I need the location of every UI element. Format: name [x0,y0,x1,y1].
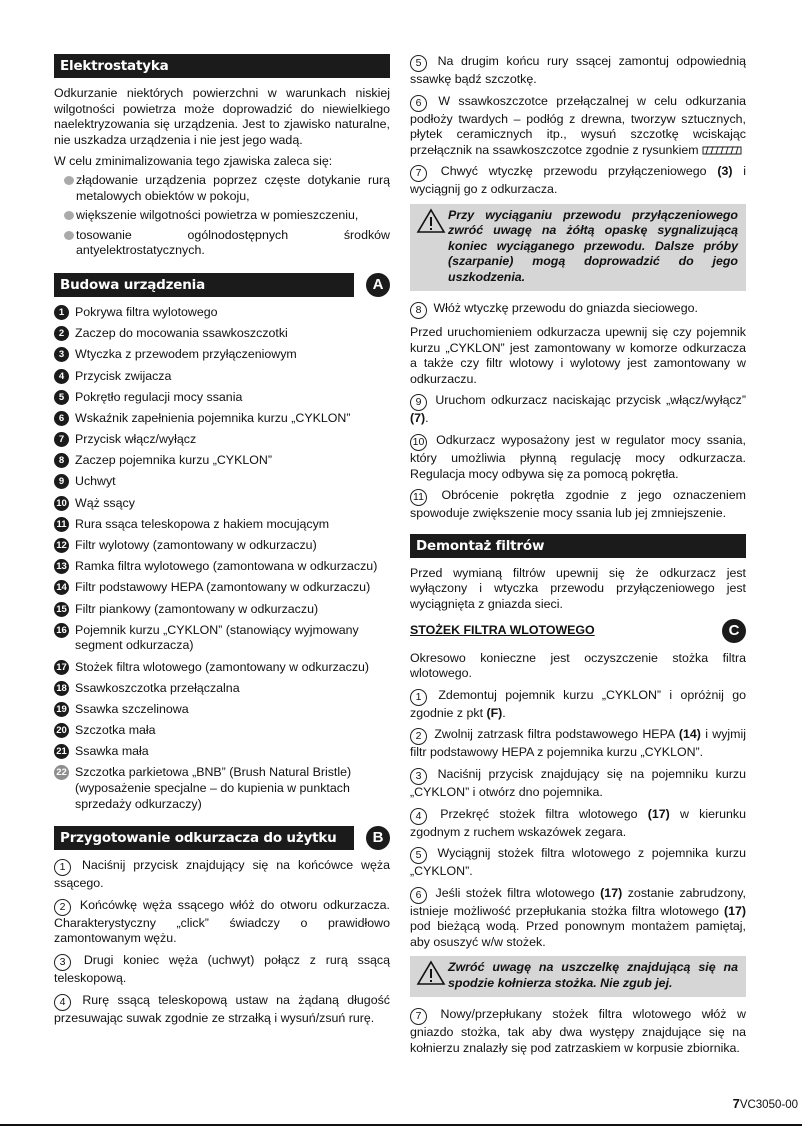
paragraph: Okresowo konieczne jest oczyszczenie stożka filtra wlotowego. [410,650,746,681]
part-number-badge: 3 [54,347,69,362]
part-list-item [54,702,390,718]
step-number: 5 [410,847,427,864]
part-number-badge: 12 [54,538,69,553]
part-number-badge: 17 [54,660,69,675]
part-list-item [54,744,390,760]
step-item: 4 Przekręć stożek filtra wlotowego (17) w kierunku zgodnym z ruchem wskazówek zegara. [410,806,746,839]
subsection-header [410,619,746,643]
step-item: 1 Naciśnij przycisk znajdujący się na końcówce węża ssącego. [54,858,390,891]
part-list-item [54,765,390,812]
part-list-item [54,602,390,618]
step-number: 7 [410,165,427,182]
part-number-badge: 14 [54,580,69,595]
step-number: 4 [410,808,427,825]
right-column [410,54,746,1062]
part-label: Wskaźnik zapełnienia pojemnika kurzu „CYKLON” [75,410,351,425]
part-list-item [54,660,390,676]
part-number-badge: 4 [54,369,69,384]
part-list-item [54,390,390,406]
part-number-badge: 2 [54,326,69,341]
warning-text: Przy wyciąganiu przewodu przyłączeniowego zwróć uwagę na żółtą opaskę sygnalizującą koniec wyciąganego przewodu. Dalsze próby (szarpanie) mogą doprowadzić do jego uszkodzenia. [448,207,738,284]
part-list-item [54,411,390,427]
step-item: 4 Rurę ssącą teleskopową ustaw na żądaną długość przesuwając suwak zgodnie ze strzałką i wysuń/zsuń rurę. [54,992,390,1025]
part-number-badge: 9 [54,474,69,489]
part-label: Ramka filtra wylotowego (zamontowana w odkurzaczu) [75,559,378,574]
section-header-przygotowanie [54,826,390,850]
bottom-rule [0,1124,802,1126]
part-label: Rura ssąca teleskopowa z hakiem mocującym [75,516,330,531]
part-label: Pokrywa filtra wylotowego [75,304,218,319]
step-number: 4 [54,994,71,1011]
part-number-badge: 20 [54,723,69,738]
step-number: 2 [54,899,71,916]
part-label: Ssawka mała [75,744,149,759]
bullet-icon [64,211,74,220]
step-number: 3 [410,768,427,785]
part-number-badge: 10 [54,496,69,511]
paragraph: Przed uruchomieniem odkurzacza upewnij się czy pojemnik kurzu „CYKLON” jest zamontowany w komorze odkurzacza a także czy filtr wlotowy i wylotowy jest zamontowany w odkurzaczu. [410,325,746,386]
bullet-icon [64,176,74,185]
part-label: Filtr wylotowy (zamontowany w odkurzaczu) [75,538,317,552]
part-list-item [54,347,390,363]
part-label: Zaczep do mocowania ssawkoszczotki [75,326,288,341]
step-number: 6 [410,887,427,904]
step-item: 1 Zdemontuj pojemnik kurzu „CYKLON” i opróżnij go zgodnie z pkt (F). [410,687,746,720]
step-number: 2 [410,728,427,745]
section-title: Demontaż filtrów [410,534,746,558]
part-list-item [54,474,390,490]
step-number: 6 [410,95,427,112]
section-title: Budowa urządzenia [54,273,354,297]
part-list-item [54,681,390,697]
part-list-item [54,723,390,739]
part-number-badge: 1 [54,305,69,320]
part-number-badge: 8 [54,453,69,468]
warning-box [410,956,746,997]
part-list-item [54,580,390,596]
part-number-badge: 21 [54,744,69,759]
subsection-title: STOŻEK FILTRA WLOTOWEGO [410,622,595,637]
part-number-badge: 13 [54,559,69,574]
section-title: Elektrostatyka [54,54,390,78]
step-item: 9 Uruchom odkurzacz naciskając przycisk „włącz/wyłącz” (7). [410,393,746,426]
step-number: 5 [410,55,427,72]
section-header-demontaz [410,534,746,558]
step-number: 8 [410,302,427,319]
step-number: 11 [410,489,427,506]
pedal-switch-icon [702,146,742,155]
step-item: 8 Włóż wtyczkę przewodu do gniazda sieciowego. [410,301,746,319]
step-item: 5 Na drugim końcu rury ssącej zamontuj odpowiednią ssawkę bądź szczotkę. [410,54,746,86]
step-item: 3 Drugi koniec węża (uchwyt) połącz z rurą ssącą teleskopową. [54,953,390,986]
part-list-item [54,538,390,554]
part-number-badge: 18 [54,681,69,696]
figure-letter-badge: B [366,826,390,850]
bullet-item: większenie wilgotności powietrza w pomieszczeniu, [54,208,390,224]
part-label: Uchwyt [75,474,116,489]
warning-triangle-icon [416,208,446,234]
part-label: Szczotka parkietowa „BNB” (Brush Natural Bristle) (wyposażenie specjalne – do kupienia w punktach sprzedaży odkurzaczy) [75,765,352,811]
part-label: Wąż ssący [75,495,135,510]
warning-triangle-icon [416,960,446,986]
part-list-item [54,623,390,654]
part-list-item [54,432,390,448]
part-label: Wtyczka z przewodem przyłączeniowym [75,347,297,362]
part-number-badge: 6 [54,411,69,426]
bullet-item: tosowanie ogólnodostępnych środków antyelektrostatycznych. [54,228,390,259]
paragraph: W celu zminimalizowania tego zjawiska zaleca się: [54,154,333,169]
part-list-item [54,369,390,385]
part-label: Przycisk zwijacza [75,368,172,383]
step-number: 1 [54,859,71,876]
part-number-badge: 22 [54,765,69,780]
step-number: 1 [410,689,427,706]
paragraph: Przed wymianą filtrów upewnij się że odkurzacz jest wyłączony i wtyczka przewodu przyłączeniowego jest wyciągnięta z gniazda sieci. [410,565,746,611]
part-number-badge: 15 [54,602,69,617]
part-list-item [54,517,390,533]
section-header-elektrostatyka [54,54,390,78]
step-item: 5 Wyciągnij stożek filtra wlotowego z pojemnika kurzu „CYKLON”. [410,846,746,879]
part-list-item [54,559,390,575]
section-title: Przygotowanie odkurzacza do użytku [54,826,354,850]
part-list-item [54,305,390,321]
paragraph: Odkurzanie niektórych powierzchni w warunkach niskiej wilgotności powietrza może doprowadzić do niewielkiego naelektryzowania się urządzenia. Jest to zjawisko naturalne, nie uszkadza urządzenia i nie jest jego wadą. [54,86,390,147]
part-label: Przycisk włącz/wyłącz [75,432,197,447]
step-item: 11 Obrócenie pokrętła zgodnie z jego oznaczeniem spowoduje zwiększenie mocy ssania lub jej zmniejszenie. [410,488,746,521]
page-number: 7 [732,1096,740,1111]
figure-letter-badge: C [722,619,746,643]
warning-text: Zwróć uwagę na uszczelkę znajdującą się na spodzie kołnierza stożka. Nie zgub jej. [448,960,738,990]
part-label: Pojemnik kurzu „CYKLON” (stanowiący wyjmowany segment odkurzacza) [75,622,359,653]
part-label: Pokrętło regulacji mocy ssania [75,389,243,404]
part-label: Ssawkoszczotka przełączalna [75,680,240,695]
section-header-budowa [54,273,390,297]
step-number: 9 [410,394,427,411]
part-label: Ssawka szczelinowa [75,701,189,716]
part-list-item [54,496,390,512]
part-number-badge: 11 [54,517,69,532]
step-item: 6 W ssawkoszczotce przełączalnej w celu odkurzania podłoży twardych – podłóg z drewna, tworzyw sztucznych, płytek ceramicznych itp., wysuń szczotkę wciskając przełącznik na ssawkoszczotce zgodnie z rysunkiem [410,93,746,157]
warning-box [410,204,746,291]
bullet-item: złądowanie urządzenia poprzez częste dotykanie rurą metalowych obiektów w pokoju, [54,173,390,204]
step-number: 3 [54,954,71,971]
step-item: 10 Odkurzacz wyposażony jest w regulator mocy ssania, który umożliwia płynną regulację mocy odkurzacza. Regulacja mocy odbywa się za pomocą pokrętła. [410,432,746,481]
part-number-badge: 19 [54,702,69,717]
step-item: 7 Nowy/przepłukany stożek filtra wlotowego włóż w gniazdo stożka, tak aby dwa występy znajdujące się na kołnierzu znalazły się pod zatrzaskiem w korpusie zbiornika. [410,1007,746,1055]
left-column [54,54,390,1032]
model-code: VC3050-00 [739,1099,798,1111]
parts-list [54,305,390,812]
step-item: 7 Chwyć wtyczkę przewodu przyłączeniowego (3) i wyciągnij go z odkurzacza. [410,164,746,197]
step-item: 2 Końcówkę węża ssącego włóż do otworu odkurzacza. Charakterystyczny „click” świadczy o prawidłowo zamontowanym wężu. [54,897,390,946]
step-number: 10 [410,434,427,451]
part-label: Filtr podstawowy HEPA (zamontowany w odkurzaczu) [75,580,371,595]
part-number-badge: 7 [54,432,69,447]
part-label: Zaczep pojemnika kurzu „CYKLON” [75,453,272,468]
page-footer [733,1096,798,1111]
part-label: Filtr piankowy (zamontowany w odkurzaczu) [75,601,319,616]
part-list-item [54,326,390,342]
part-label: Szczotka mała [75,723,156,738]
part-list-item [54,453,390,469]
figure-letter-badge: A [366,273,390,297]
step-number: 7 [410,1008,427,1025]
step-item: 6 Jeśli stożek filtra wlotowego (17) zostanie zabrudzony, istnieje możliwość przepłukania stożka filtra wlotowego (17) pod bieżącą wodą. Przed ponownym montażem pamiętaj, aby osuszyć w/w stożek. [410,885,746,949]
part-number-badge: 5 [54,390,69,405]
step-item: 2 Zwolnij zatrzask filtra podstawowego HEPA (14) i wyjmij filtr podstawowy HEPA z pojemnika kurzu „CYKLON”. [410,727,746,760]
part-label: Stożek filtra wlotowego (zamontowany w odkurzaczu) [75,659,370,674]
step-item: 3 Naciśnij przycisk znajdujący się na pojemniku kurzu „CYKLON” i otwórz dno pojemnika. [410,766,746,799]
bullet-icon [64,231,74,240]
part-number-badge: 16 [54,623,69,638]
